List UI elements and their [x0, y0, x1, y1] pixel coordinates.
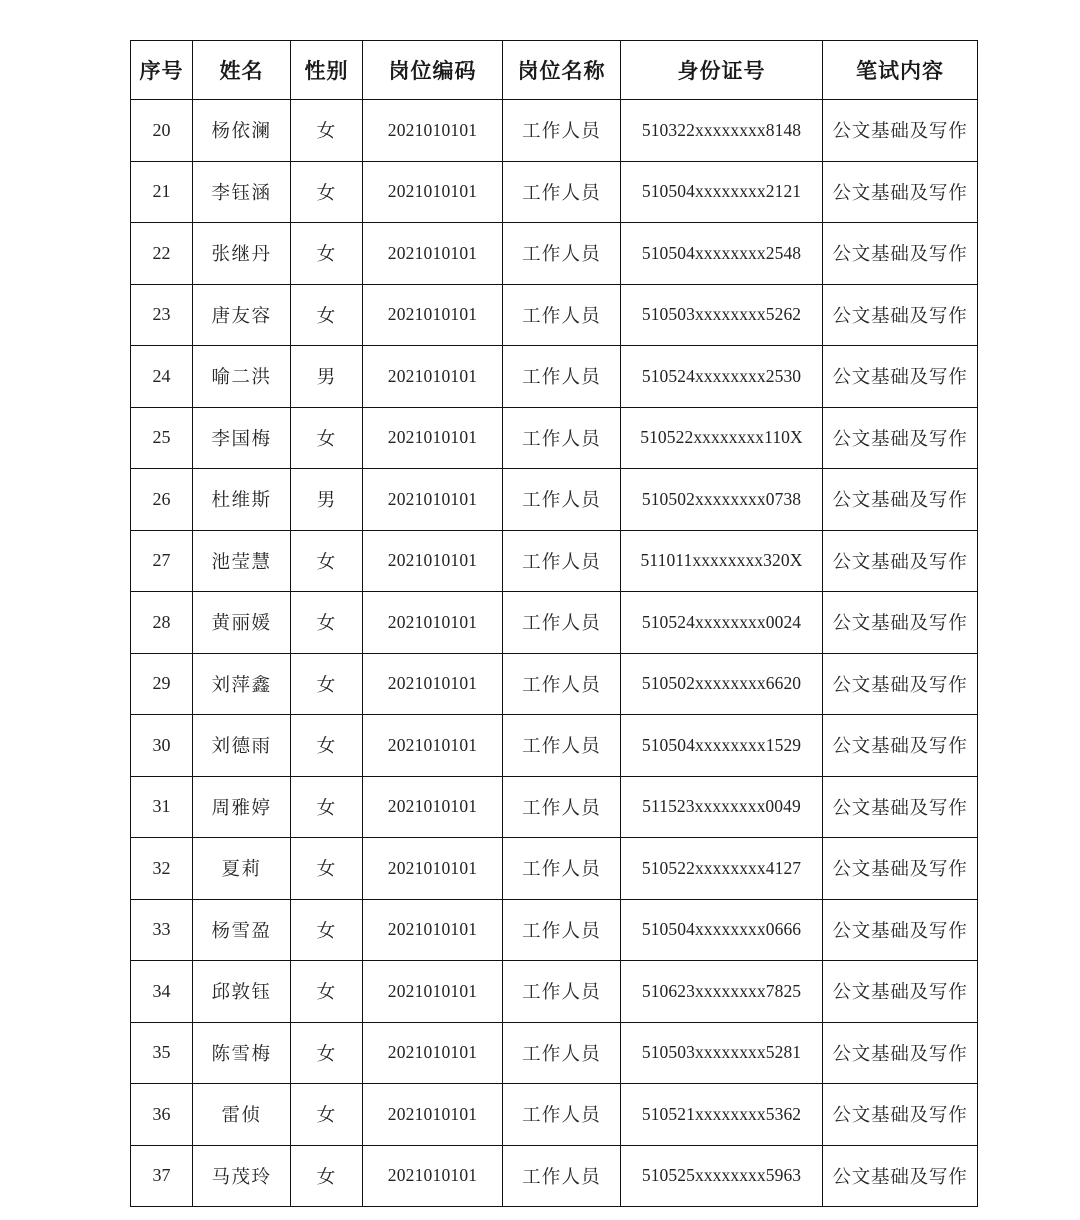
table-row — [131, 407, 978, 469]
cell-post: 工作人员 — [503, 592, 621, 654]
table-row — [131, 223, 978, 285]
cell-idnum: 510521xxxxxxxx5362 — [621, 1084, 823, 1146]
cell-idnum: 510525xxxxxxxx5963 — [621, 1145, 823, 1207]
cell-idnum: 510504xxxxxxxx1529 — [621, 715, 823, 777]
cell-post: 工作人员 — [503, 838, 621, 900]
cell-gender: 女 — [291, 1145, 363, 1207]
cell-name: 刘萍鑫 — [193, 653, 291, 715]
cell-index: 22 — [131, 223, 193, 285]
cell-subject: 公文基础及写作 — [823, 284, 978, 346]
cell-post: 工作人员 — [503, 530, 621, 592]
cell-idnum: 511011xxxxxxxx320X — [621, 530, 823, 592]
cell-gender: 女 — [291, 592, 363, 654]
table-header — [131, 41, 978, 100]
cell-name: 雷侦 — [193, 1084, 291, 1146]
cell-name: 周雅婷 — [193, 776, 291, 838]
cell-idnum: 510623xxxxxxxx7825 — [621, 961, 823, 1023]
cell-index: 29 — [131, 653, 193, 715]
cell-subject: 公文基础及写作 — [823, 961, 978, 1023]
cell-index: 21 — [131, 161, 193, 223]
cell-code: 2021010101 — [363, 1145, 503, 1207]
cell-index: 25 — [131, 407, 193, 469]
header-cell-subject: 笔试内容 — [823, 41, 978, 100]
cell-post: 工作人员 — [503, 407, 621, 469]
cell-gender: 女 — [291, 407, 363, 469]
cell-subject: 公文基础及写作 — [823, 592, 978, 654]
cell-gender: 女 — [291, 838, 363, 900]
cell-index: 20 — [131, 100, 193, 162]
table-row — [131, 1084, 978, 1146]
cell-idnum: 510522xxxxxxxx110X — [621, 407, 823, 469]
cell-post: 工作人员 — [503, 346, 621, 408]
cell-name: 李国梅 — [193, 407, 291, 469]
cell-subject: 公文基础及写作 — [823, 407, 978, 469]
cell-post: 工作人员 — [503, 1145, 621, 1207]
cell-name: 张继丹 — [193, 223, 291, 285]
table-row — [131, 284, 978, 346]
cell-subject: 公文基础及写作 — [823, 530, 978, 592]
cell-post: 工作人员 — [503, 161, 621, 223]
cell-code: 2021010101 — [363, 100, 503, 162]
cell-post: 工作人员 — [503, 223, 621, 285]
cell-post: 工作人员 — [503, 776, 621, 838]
cell-subject: 公文基础及写作 — [823, 161, 978, 223]
cell-idnum: 510503xxxxxxxx5281 — [621, 1022, 823, 1084]
cell-gender: 女 — [291, 284, 363, 346]
cell-idnum: 511523xxxxxxxx0049 — [621, 776, 823, 838]
header-cell-index: 序号 — [131, 41, 193, 100]
cell-subject: 公文基础及写作 — [823, 1145, 978, 1207]
cell-gender: 女 — [291, 776, 363, 838]
table-row — [131, 838, 978, 900]
cell-name: 杨依澜 — [193, 100, 291, 162]
table-row — [131, 961, 978, 1023]
cell-name: 刘德雨 — [193, 715, 291, 777]
cell-gender: 女 — [291, 961, 363, 1023]
cell-subject: 公文基础及写作 — [823, 346, 978, 408]
cell-code: 2021010101 — [363, 715, 503, 777]
cell-name: 黄丽媛 — [193, 592, 291, 654]
cell-index: 24 — [131, 346, 193, 408]
cell-gender: 女 — [291, 715, 363, 777]
cell-index: 33 — [131, 899, 193, 961]
cell-index: 32 — [131, 838, 193, 900]
cell-name: 夏莉 — [193, 838, 291, 900]
cell-code: 2021010101 — [363, 407, 503, 469]
cell-subject: 公文基础及写作 — [823, 1022, 978, 1084]
header-cell-gender: 性别 — [291, 41, 363, 100]
header-cell-post: 岗位名称 — [503, 41, 621, 100]
cell-code: 2021010101 — [363, 961, 503, 1023]
cell-post: 工作人员 — [503, 100, 621, 162]
table-row — [131, 1145, 978, 1207]
table-row — [131, 592, 978, 654]
cell-subject: 公文基础及写作 — [823, 776, 978, 838]
cell-gender: 女 — [291, 899, 363, 961]
cell-name: 杨雪盈 — [193, 899, 291, 961]
cell-subject: 公文基础及写作 — [823, 1084, 978, 1146]
header-cell-idnum: 身份证号 — [621, 41, 823, 100]
cell-code: 2021010101 — [363, 1022, 503, 1084]
cell-code: 2021010101 — [363, 1084, 503, 1146]
cell-idnum: 510504xxxxxxxx2121 — [621, 161, 823, 223]
cell-idnum: 510524xxxxxxxx0024 — [621, 592, 823, 654]
cell-name: 唐友容 — [193, 284, 291, 346]
cell-gender: 男 — [291, 469, 363, 531]
cell-gender: 女 — [291, 530, 363, 592]
cell-idnum: 510522xxxxxxxx4127 — [621, 838, 823, 900]
cell-code: 2021010101 — [363, 469, 503, 531]
table-row — [131, 715, 978, 777]
cell-idnum: 510322xxxxxxxx8148 — [621, 100, 823, 162]
cell-gender: 女 — [291, 1022, 363, 1084]
header-row — [131, 41, 978, 100]
cell-idnum: 510502xxxxxxxx0738 — [621, 469, 823, 531]
cell-post: 工作人员 — [503, 899, 621, 961]
cell-code: 2021010101 — [363, 223, 503, 285]
cell-subject: 公文基础及写作 — [823, 838, 978, 900]
cell-code: 2021010101 — [363, 776, 503, 838]
cell-code: 2021010101 — [363, 346, 503, 408]
header-cell-code: 岗位编码 — [363, 41, 503, 100]
cell-code: 2021010101 — [363, 530, 503, 592]
cell-subject: 公文基础及写作 — [823, 899, 978, 961]
cell-gender: 男 — [291, 346, 363, 408]
cell-name: 邱敦钰 — [193, 961, 291, 1023]
cell-code: 2021010101 — [363, 838, 503, 900]
candidate-roster-table — [130, 40, 978, 1207]
cell-subject: 公文基础及写作 — [823, 715, 978, 777]
header-cell-name: 姓名 — [193, 41, 291, 100]
cell-index: 27 — [131, 530, 193, 592]
cell-subject: 公文基础及写作 — [823, 469, 978, 531]
table-row — [131, 469, 978, 531]
table-row — [131, 1022, 978, 1084]
cell-index: 28 — [131, 592, 193, 654]
cell-idnum: 510502xxxxxxxx6620 — [621, 653, 823, 715]
cell-gender: 女 — [291, 223, 363, 285]
cell-index: 23 — [131, 284, 193, 346]
table-row — [131, 653, 978, 715]
cell-idnum: 510504xxxxxxxx2548 — [621, 223, 823, 285]
cell-post: 工作人员 — [503, 961, 621, 1023]
cell-code: 2021010101 — [363, 284, 503, 346]
cell-gender: 女 — [291, 161, 363, 223]
cell-subject: 公文基础及写作 — [823, 653, 978, 715]
cell-post: 工作人员 — [503, 1022, 621, 1084]
cell-index: 26 — [131, 469, 193, 531]
cell-index: 35 — [131, 1022, 193, 1084]
table-row — [131, 346, 978, 408]
cell-idnum: 510503xxxxxxxx5262 — [621, 284, 823, 346]
table-row — [131, 161, 978, 223]
cell-name: 杜维斯 — [193, 469, 291, 531]
cell-name: 喻二洪 — [193, 346, 291, 408]
cell-name: 陈雪梅 — [193, 1022, 291, 1084]
table-body — [131, 100, 978, 1207]
cell-index: 34 — [131, 961, 193, 1023]
cell-post: 工作人员 — [503, 715, 621, 777]
cell-index: 37 — [131, 1145, 193, 1207]
cell-name: 李钰涵 — [193, 161, 291, 223]
cell-index: 36 — [131, 1084, 193, 1146]
cell-index: 30 — [131, 715, 193, 777]
cell-subject: 公文基础及写作 — [823, 100, 978, 162]
table-row — [131, 899, 978, 961]
cell-post: 工作人员 — [503, 284, 621, 346]
cell-code: 2021010101 — [363, 899, 503, 961]
cell-index: 31 — [131, 776, 193, 838]
table-row — [131, 776, 978, 838]
cell-idnum: 510504xxxxxxxx0666 — [621, 899, 823, 961]
cell-subject: 公文基础及写作 — [823, 223, 978, 285]
cell-post: 工作人员 — [503, 653, 621, 715]
cell-gender: 女 — [291, 100, 363, 162]
cell-gender: 女 — [291, 653, 363, 715]
cell-gender: 女 — [291, 1084, 363, 1146]
table-row — [131, 530, 978, 592]
cell-name: 马茂玲 — [193, 1145, 291, 1207]
cell-idnum: 510524xxxxxxxx2530 — [621, 346, 823, 408]
cell-code: 2021010101 — [363, 161, 503, 223]
cell-post: 工作人员 — [503, 469, 621, 531]
cell-post: 工作人员 — [503, 1084, 621, 1146]
cell-code: 2021010101 — [363, 653, 503, 715]
cell-code: 2021010101 — [363, 592, 503, 654]
cell-name: 池莹慧 — [193, 530, 291, 592]
table-row — [131, 100, 978, 162]
